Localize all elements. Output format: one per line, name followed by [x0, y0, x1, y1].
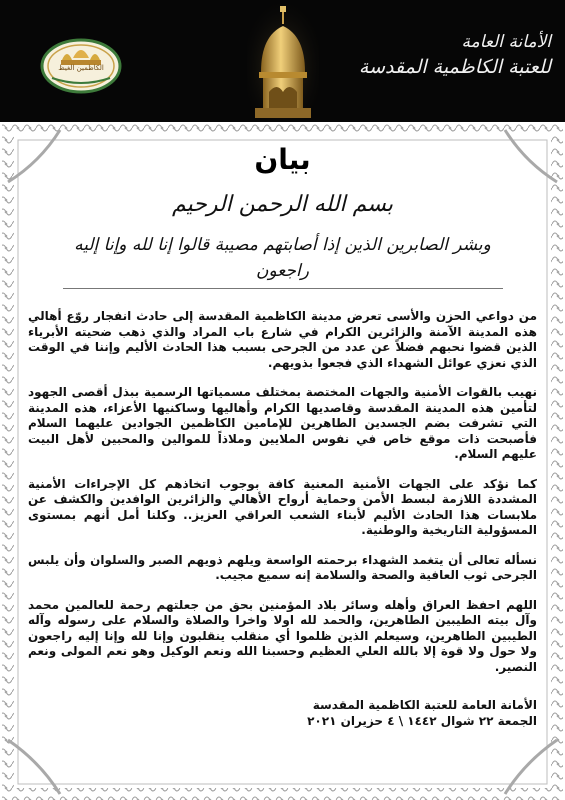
paragraph: كما نؤكد على الجهات الأمنية المعنية كافة بوجوب اتخاذهم كل الإجراءات الأمنية المشددة اللازمة لبسط الأمن وحماية أرواح الأهالي والزائرين الوافدين والكشف عن ملابسات هذا الحادث الأليم لأبناء الشعب العراقي العزيز.. وكلنا أمل أنهم بمستوى المسؤولية التاريخية والوطنية.	[28, 476, 537, 537]
document-title: بيان	[254, 143, 311, 176]
basmala: بسم الله الرحمن الرحيم	[171, 192, 394, 217]
header-title	[351, 30, 551, 80]
signature-date: الجمعة ٢٢ شوال ١٤٤٢ \ ٤ حزيران ٢٠٢١	[307, 714, 537, 728]
paragraph: نهيب بالقوات الأمنية والجهات المختصة بمختلف مسمياتها الرسمية ببذل أقصى الجهود لتأمين هذه المدينة المقدسة وقاصديها الكرام وأهاليها وساكنيها الأعزاء، هذه المدينة التي تشرفت بضم الجسدين الطاهرين للإمامين الكاظمين الجوادين عليهما السلام فأصبحت ذات موقع خاص في نفوس الملايين وملاذاً للموالين والمحبين لأهل البيت عليهم السلام.	[28, 385, 537, 461]
statement-body	[28, 132, 537, 792]
paragraph: اللهم احفظ العراق وأهله وسائر بلاد المؤمنين بحق من جعلتهم رحمة للعالمين محمد وآل بيته الطيبين الطاهرين، والحمد لله اولا واخرا والصلاة والسلام على رسوله وآله الطيبين الطاهرين، وسيعلم الذين ظلموا أي منقلب ينقلبون وإنا لله وإنا إليه راجعون ولا حول ولا قوة إلا بالله العلي العظيم وحسبنا الله ونعم الوكيل وهو نعم المولى ونعم النصير.	[28, 597, 537, 674]
signature-org: الأمانة العامة للعتبة الكاظمية المقدسة	[312, 698, 537, 712]
header-title-line1: الأمانة العامة	[461, 32, 551, 52]
signature-block	[28, 697, 537, 729]
header-title-line2: للعتبة الكاظمية المقدسة	[358, 56, 551, 78]
quran-verse: وبشر الصابرين الذين إذا أصابتهم مصيبة قالوا إنا لله وإنا إليه راجعون	[63, 232, 503, 289]
paragraph: نسأله تعالى أن يتغمد الشهداء برحمته الواسعة ويلهم ذويهم الصبر والسلوان وأن يلبس الجرحى ثوب العافية والصحة والسلامة إنه سميع مجيب.	[28, 552, 537, 582]
logo-caption: الكاظمين الغيظ	[58, 64, 104, 72]
paragraph: من دواعي الحزن والأسى تعرض مدينة الكاظمية المقدسة إلى حادث انفجار روّع أهالي هذه المدينة الآمنة والزائرين الكرام في شارع باب المراد والذي ذهب ضحيته الأبرياء الذين قضوا نحبهم فضلاً عن عدد من الجرحى بسبب هذا الحادث الأليم وإننا في الوقت الذي نعزي عوائل الشهداء الذي فجعوا بذويهم.	[28, 309, 537, 370]
header-band	[0, 0, 565, 122]
shrine-dome-icon	[247, 2, 319, 120]
